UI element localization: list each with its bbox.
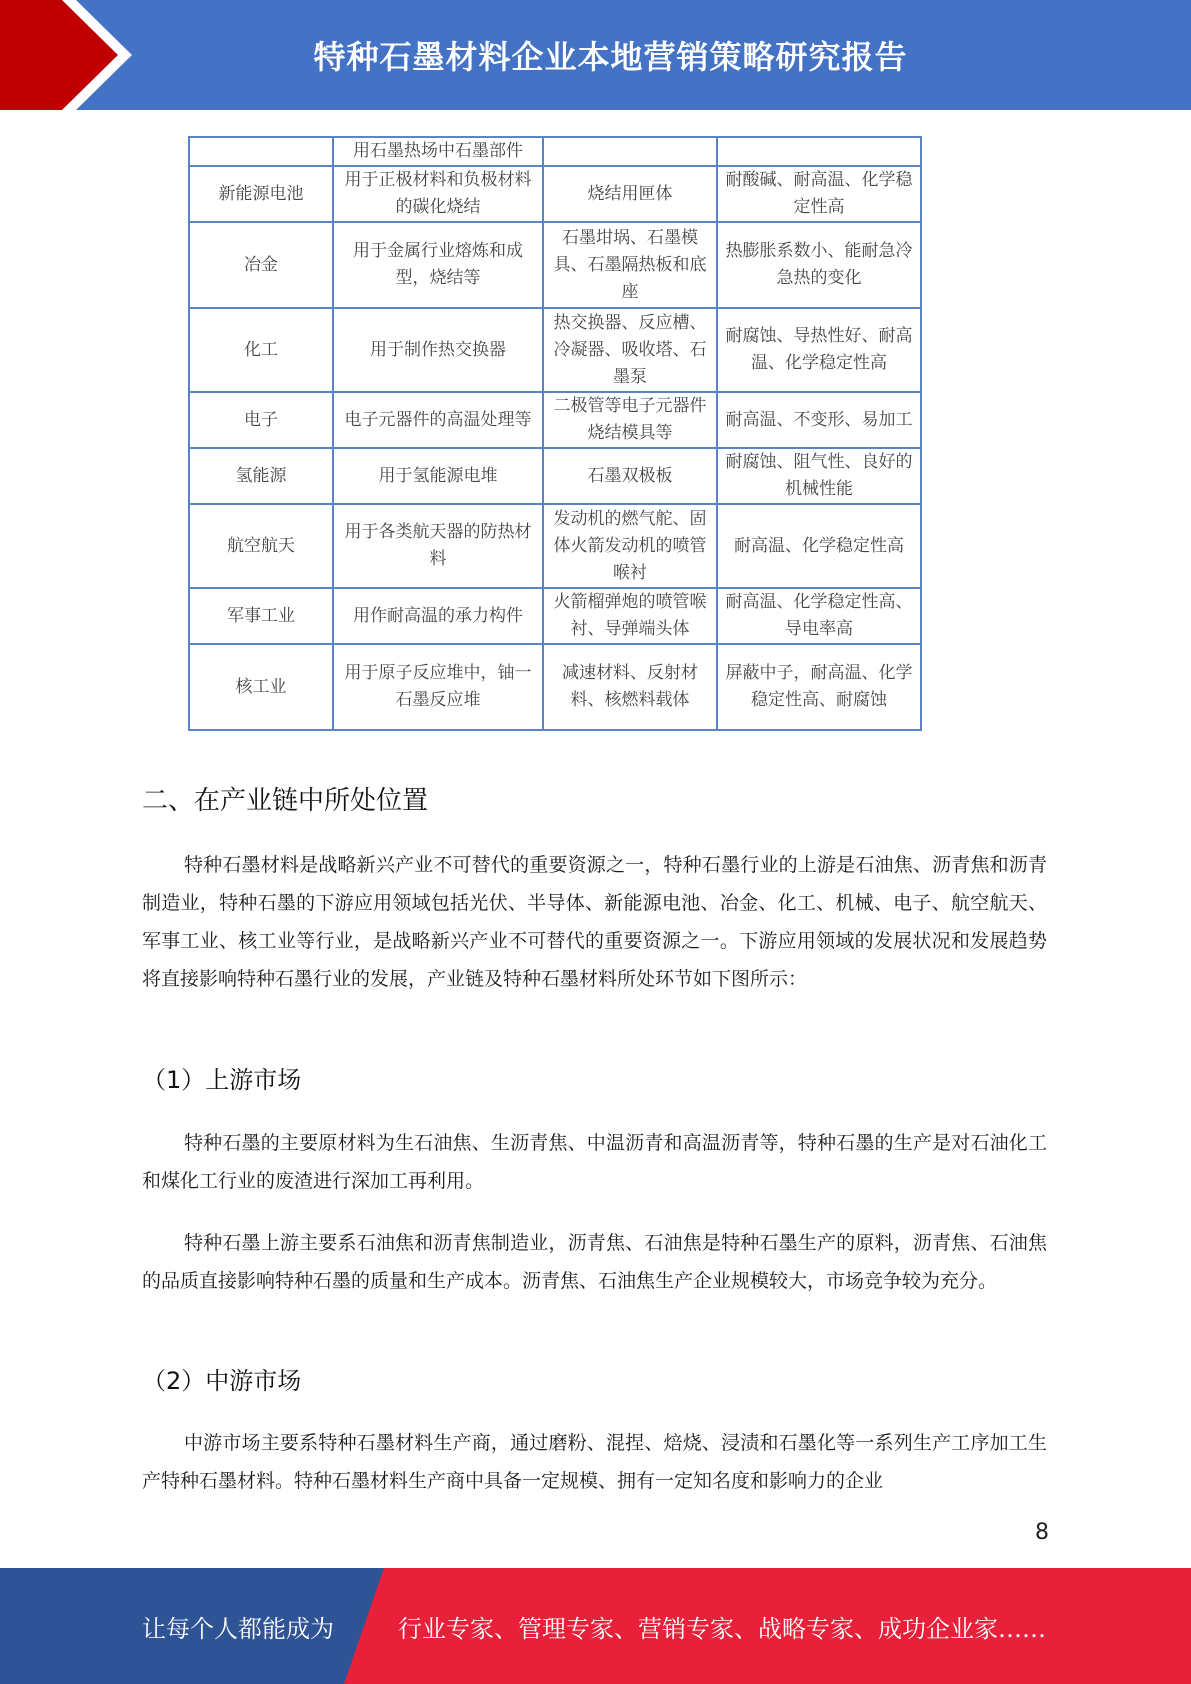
- table-cell: [189, 137, 333, 166]
- report-title: 特种石墨材料企业本地营销策略研究报告: [313, 38, 908, 76]
- section-heading: 二、在产业链中所处位置: [142, 786, 429, 816]
- table-cell: 石墨双极板: [543, 448, 717, 504]
- page-number: 8: [1035, 1520, 1049, 1545]
- table-row: [189, 588, 921, 644]
- table-cell: 新能源电池: [189, 166, 333, 222]
- table-cell: 氢能源: [189, 448, 333, 504]
- table-cell: 冶金: [189, 222, 333, 308]
- table-cell: 耐酸碱、耐高温、化学稳定性高: [717, 166, 921, 222]
- table-cell: 电子元器件的高温处理等: [333, 392, 543, 448]
- table-cell: 耐腐蚀、阻气性、良好的机械性能: [717, 448, 921, 504]
- midstream-paragraph-1: 中游市场主要系特种石墨材料生产商，通过磨粉、混捏、焙烧、浸渍和石墨化等一系列生产工序加工生产特种石墨材料。特种石墨材料生产商中具备一定规模、拥有一定知名度和影响力的企业: [142, 1432, 1047, 1492]
- table-row: [189, 392, 921, 448]
- application-table-grid: [188, 136, 922, 731]
- application-table: [188, 136, 922, 731]
- table-cell: 热膨胀系数小、能耐急冷急热的变化: [717, 222, 921, 308]
- table-cell: 用于正极材料和负极材料的碳化烧结: [333, 166, 543, 222]
- table-row: [189, 137, 921, 166]
- footer-slogan-right: 行业专家、管理专家、营销专家、战略专家、成功企业家……: [398, 1614, 1046, 1643]
- table-cell: 用石墨热场中石墨部件: [333, 137, 543, 166]
- table-cell: 耐腐蚀、导热性好、耐高温、化学稳定性高: [717, 308, 921, 392]
- table-cell: 发动机的燃气舵、固体火箭发动机的喷管喉衬: [543, 504, 717, 588]
- footer-slogan-left: 让每个人都能成为: [142, 1614, 334, 1643]
- upstream-paragraph-2: 特种石墨上游主要系石油焦和沥青焦制造业，沥青焦、石油焦是特种石墨生产的原料，沥青焦、石油焦的品质直接影响特种石墨的质量和生产成本。沥青焦、石油焦生产企业规模较大，市场竞争较为充分。: [142, 1232, 1047, 1292]
- table-cell: 二极管等电子元器件烧结模具等: [543, 392, 717, 448]
- table-cell: 军事工业: [189, 588, 333, 644]
- table-row: [189, 448, 921, 504]
- table-cell: 用于金属行业熔炼和成型，烧结等: [333, 222, 543, 308]
- table-cell: 烧结用匣体: [543, 166, 717, 222]
- table-cell: 航空航天: [189, 504, 333, 588]
- table-cell: 石墨坩埚、石墨模具、石墨隔热板和底座: [543, 222, 717, 308]
- table-row: [189, 504, 921, 588]
- upstream-paragraph-1: 特种石墨的主要原材料为生石油焦、生沥青焦、中温沥青和高温沥青等，特种石墨的生产是对石油化工和煤化工行业的废渣进行深加工再利用。: [142, 1132, 1047, 1192]
- table-row: [189, 308, 921, 392]
- table-cell: 耐高温、不变形、易加工: [717, 392, 921, 448]
- table-cell: 热交换器、反应槽、冷凝器、吸收塔、石墨泵: [543, 308, 717, 392]
- table-cell: 用于各类航天器的防热材料: [333, 504, 543, 588]
- table-row: [189, 166, 921, 222]
- table-cell: 用于氢能源电堆: [333, 448, 543, 504]
- table-cell: 化工: [189, 308, 333, 392]
- intro-paragraph: 特种石墨材料是战略新兴产业不可替代的重要资源之一，特种石墨行业的上游是石油焦、沥青焦和沥青制造业，特种石墨的下游应用领域包括光伏、半导体、新能源电池、冶金、化工、机械、电子、航空航天、军事工业、核工业等行业，是战略新兴产业不可替代的重要资源之一。下游应用领域的发展状况和发展趋势将直接影响特种石墨行业的发展，产业链及特种石墨材料所处环节如下图所示：: [142, 854, 1047, 990]
- table-cell: 核工业: [189, 644, 333, 730]
- table-cell: 火箭榴弹炮的喷管喉衬、导弹端头体: [543, 588, 717, 644]
- table-cell: [543, 137, 717, 166]
- table-cell: 耐高温、化学稳定性高、导电率高: [717, 588, 921, 644]
- table-cell: 用于原子反应堆中，铀一石墨反应堆: [333, 644, 543, 730]
- midstream-heading: （2）中游市场: [142, 1367, 302, 1395]
- footer-banner: [0, 1568, 1191, 1684]
- table-cell: 用作耐高温的承力构件: [333, 588, 543, 644]
- header-banner: [0, 0, 1191, 110]
- table-row: [189, 644, 921, 730]
- chevron-decoration-icon: [0, 0, 150, 110]
- table-row: [189, 222, 921, 308]
- table-cell: 减速材料、反射材料、核燃料载体: [543, 644, 717, 730]
- table-cell: 屏蔽中子，耐高温、化学稳定性高、耐腐蚀: [717, 644, 921, 730]
- table-cell: 电子: [189, 392, 333, 448]
- upstream-heading: （1）上游市场: [142, 1066, 302, 1094]
- table-cell: 耐高温、化学稳定性高: [717, 504, 921, 588]
- table-cell: 用于制作热交换器: [333, 308, 543, 392]
- table-cell: [717, 137, 921, 166]
